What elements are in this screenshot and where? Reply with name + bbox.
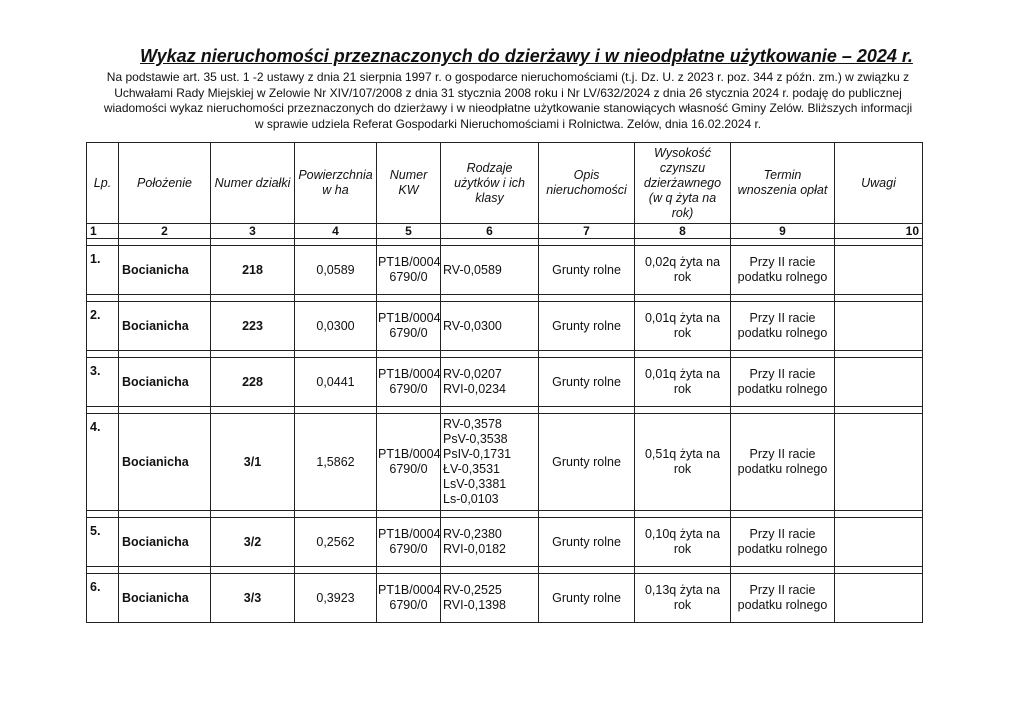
payment-term-cell-line: Przy II racie bbox=[749, 367, 816, 381]
rent-cell-line: rok bbox=[673, 270, 692, 284]
spacer-cell bbox=[377, 239, 441, 246]
spacer-cell bbox=[295, 567, 377, 574]
header-term: Termin wnoszenia opłat bbox=[731, 143, 835, 224]
spacer-cell bbox=[119, 351, 211, 358]
kw-cell-line: 6790/0 bbox=[389, 598, 428, 612]
rent-cell bbox=[635, 574, 731, 623]
spacer-cell bbox=[87, 567, 119, 574]
kw-cell bbox=[377, 358, 441, 407]
column-number: 1 bbox=[87, 224, 119, 239]
header-plot: Numer działki bbox=[211, 143, 295, 224]
description-cell: Grunty rolne bbox=[539, 414, 635, 511]
spacer-cell bbox=[295, 407, 377, 414]
spacer-cell bbox=[731, 407, 835, 414]
row-spacer bbox=[87, 407, 923, 414]
spacer-cell bbox=[539, 295, 635, 302]
land-use-cell bbox=[441, 358, 539, 407]
spacer-cell bbox=[441, 407, 539, 414]
spacer-cell bbox=[539, 407, 635, 414]
spacer-cell bbox=[87, 407, 119, 414]
row-spacer bbox=[87, 239, 923, 246]
column-number: 10 bbox=[835, 224, 923, 239]
spacer-cell bbox=[635, 407, 731, 414]
location-cell: Bocianicha bbox=[119, 358, 211, 407]
header-notes: Uwagi bbox=[835, 143, 923, 224]
row-spacer bbox=[87, 567, 923, 574]
kw-cell-line: PT1B/0004 bbox=[378, 311, 441, 325]
rent-cell-line: rok bbox=[673, 462, 692, 476]
spacer-cell bbox=[835, 567, 923, 574]
kw-cell-line: 6790/0 bbox=[389, 326, 428, 340]
kw-cell-line: 6790/0 bbox=[389, 542, 428, 556]
spacer-cell bbox=[731, 239, 835, 246]
payment-term-cell-line: podatku rolnego bbox=[737, 542, 828, 556]
spacer-cell bbox=[635, 239, 731, 246]
spacer-cell bbox=[377, 407, 441, 414]
column-number: 6 bbox=[441, 224, 539, 239]
spacer-cell bbox=[731, 511, 835, 518]
row-spacer bbox=[87, 351, 923, 358]
spacer-cell bbox=[441, 567, 539, 574]
spacer-cell bbox=[731, 295, 835, 302]
spacer-cell bbox=[211, 567, 295, 574]
payment-term-cell bbox=[731, 246, 835, 295]
land-use-cell-line: RV-0,0589 bbox=[443, 262, 502, 277]
notes-cell bbox=[835, 414, 923, 511]
kw-cell-line: 6790/0 bbox=[389, 382, 428, 396]
row-number: 6. bbox=[87, 574, 119, 623]
notes-cell bbox=[835, 246, 923, 295]
row-number: 4. bbox=[87, 414, 119, 511]
land-use-cell-line: RV-0,0207 bbox=[443, 367, 502, 381]
spacer-cell bbox=[119, 239, 211, 246]
payment-term-cell bbox=[731, 574, 835, 623]
table-row bbox=[87, 574, 923, 623]
row-number: 5. bbox=[87, 518, 119, 567]
area-cell: 0,3923 bbox=[295, 574, 377, 623]
header-location: Położenie bbox=[119, 143, 211, 224]
spacer-cell bbox=[119, 511, 211, 518]
land-use-cell-line: RV-0,2525 bbox=[443, 583, 502, 597]
row-number: 3. bbox=[87, 358, 119, 407]
kw-cell-line: 6790/0 bbox=[389, 270, 428, 284]
table-row bbox=[87, 302, 923, 351]
description-cell: Grunty rolne bbox=[539, 574, 635, 623]
spacer-cell bbox=[635, 511, 731, 518]
location-cell: Bocianicha bbox=[119, 302, 211, 351]
kw-cell-line: 6790/0 bbox=[389, 462, 428, 476]
kw-cell-line: PT1B/0004 bbox=[378, 255, 441, 269]
column-number: 4 bbox=[295, 224, 377, 239]
land-use-cell-line: PsIV-0,1731 bbox=[443, 447, 512, 461]
payment-term-cell-line: Przy II racie bbox=[749, 255, 816, 269]
header-rent: Wysokość czynszu dzierżawnego (w q żyta na rok) bbox=[635, 143, 731, 224]
plot-number-cell: 223 bbox=[211, 302, 295, 351]
land-use-cell-line: LsV-0,3381 bbox=[443, 477, 507, 491]
document-title: Wykaz nieruchomości przeznaczonych do dzierżawy i w nieodpłatne użytkowanie – 2024 r. bbox=[140, 46, 913, 66]
payment-term-cell-line: Przy II racie bbox=[749, 311, 816, 325]
row-number: 2. bbox=[87, 302, 119, 351]
payment-term-cell-line: podatku rolnego bbox=[737, 462, 828, 476]
rent-cell bbox=[635, 518, 731, 567]
payment-term-cell bbox=[731, 302, 835, 351]
column-number: 5 bbox=[377, 224, 441, 239]
plot-number-cell: 3/2 bbox=[211, 518, 295, 567]
column-number: 9 bbox=[731, 224, 835, 239]
rent-cell bbox=[635, 246, 731, 295]
header-kw: Numer KW bbox=[377, 143, 441, 224]
kw-cell bbox=[377, 246, 441, 295]
spacer-cell bbox=[539, 239, 635, 246]
spacer-cell bbox=[211, 511, 295, 518]
spacer-cell bbox=[731, 567, 835, 574]
payment-term-cell bbox=[731, 414, 835, 511]
spacer-cell bbox=[295, 295, 377, 302]
rent-cell-line: 0,01q żyta na bbox=[644, 311, 721, 325]
header-area: Powierzchnia w ha bbox=[295, 143, 377, 224]
spacer-cell bbox=[295, 351, 377, 358]
spacer-cell bbox=[377, 511, 441, 518]
description-cell: Grunty rolne bbox=[539, 246, 635, 295]
rent-cell-line: 0,02q żyta na bbox=[644, 255, 721, 269]
payment-term-cell bbox=[731, 358, 835, 407]
spacer-cell bbox=[539, 511, 635, 518]
rent-cell-line: 0,10q żyta na bbox=[644, 527, 721, 541]
spacer-cell bbox=[635, 351, 731, 358]
land-use-cell bbox=[441, 414, 539, 511]
kw-cell bbox=[377, 414, 441, 511]
description-cell: Grunty rolne bbox=[539, 358, 635, 407]
spacer-cell bbox=[539, 351, 635, 358]
spacer-cell bbox=[87, 239, 119, 246]
rent-cell-line: rok bbox=[673, 542, 692, 556]
description-cell: Grunty rolne bbox=[539, 302, 635, 351]
land-use-cell-line: RV-0,0300 bbox=[443, 318, 502, 333]
table-row bbox=[87, 414, 923, 511]
land-use-cell bbox=[441, 574, 539, 623]
row-spacer bbox=[87, 295, 923, 302]
spacer-cell bbox=[441, 295, 539, 302]
kw-cell-line: PT1B/0004 bbox=[378, 367, 441, 381]
kw-cell-line: PT1B/0004 bbox=[378, 527, 441, 541]
land-use-cell-line: RVI-0,0182 bbox=[443, 542, 507, 556]
payment-term-cell-line: Przy II racie bbox=[749, 527, 816, 541]
location-cell: Bocianicha bbox=[119, 574, 211, 623]
kw-cell-line: PT1B/0004 bbox=[378, 447, 441, 461]
spacer-cell bbox=[211, 407, 295, 414]
spacer-cell bbox=[835, 511, 923, 518]
spacer-cell bbox=[119, 407, 211, 414]
plot-number-cell: 218 bbox=[211, 246, 295, 295]
area-cell: 0,0300 bbox=[295, 302, 377, 351]
notes-cell bbox=[835, 518, 923, 567]
column-number-row bbox=[87, 224, 923, 239]
spacer-cell bbox=[119, 295, 211, 302]
spacer-cell bbox=[835, 239, 923, 246]
spacer-cell bbox=[211, 239, 295, 246]
area-cell: 0,0441 bbox=[295, 358, 377, 407]
plot-number-cell: 3/1 bbox=[211, 414, 295, 511]
kw-cell bbox=[377, 518, 441, 567]
area-cell: 0,2562 bbox=[295, 518, 377, 567]
spacer-cell bbox=[731, 351, 835, 358]
payment-term-cell-line: podatku rolnego bbox=[737, 326, 828, 340]
row-number: 1. bbox=[87, 246, 119, 295]
payment-term-cell-line: Przy II racie bbox=[749, 447, 816, 461]
spacer-cell bbox=[635, 295, 731, 302]
row-spacer bbox=[87, 511, 923, 518]
document-intro: Na podstawie art. 35 ust. 1 -2 ustawy z dnia 21 sierpnia 1997 r. o gospodarce nieruchomościami (t.j. Dz. U. z 2023 r. poz. 344 z późn. zm.) w związku z Uchwałami Rady Miejskiej w Zelowie Nr XIV/107/2008 z dnia 31 stycznia 2008 roku i Nr LV/632/2024 z dnia 26 stycznia 2024 r. podaję do publicznej wiadomości wykaz nieruchomości przeznaczonych do dzierżawy i w nieodpłatne użytkowanie stanowiących własność Gminy Zelów. Bliższych informacji w sprawie udziela Referat Gospodarki Nieruchomościami i Rolnictwa. Zelów, dnia 16.02.2024 r. bbox=[103, 70, 913, 131]
spacer-cell bbox=[377, 351, 441, 358]
description-cell: Grunty rolne bbox=[539, 518, 635, 567]
location-cell: Bocianicha bbox=[119, 414, 211, 511]
column-number: 2 bbox=[119, 224, 211, 239]
rent-cell-line: rok bbox=[673, 382, 692, 396]
rent-cell-line: 0,51q żyta na bbox=[644, 447, 721, 461]
spacer-cell bbox=[87, 511, 119, 518]
header-lp: Lp. bbox=[87, 143, 119, 224]
rent-cell bbox=[635, 302, 731, 351]
rent-cell-line: 0,13q żyta na bbox=[644, 583, 721, 597]
kw-cell bbox=[377, 574, 441, 623]
land-use-cell-line: ŁV-0,3531 bbox=[443, 462, 500, 476]
spacer-cell bbox=[635, 567, 731, 574]
notes-cell bbox=[835, 358, 923, 407]
land-use-cell-line: PsV-0,3538 bbox=[443, 432, 508, 446]
table-row bbox=[87, 518, 923, 567]
land-use-cell-line: RV-0,3578 bbox=[443, 417, 502, 431]
kw-cell bbox=[377, 302, 441, 351]
payment-term-cell-line: podatku rolnego bbox=[737, 598, 828, 612]
spacer-cell bbox=[835, 295, 923, 302]
land-use-cell-line: Ls-0,0103 bbox=[443, 492, 499, 506]
rent-cell bbox=[635, 358, 731, 407]
spacer-cell bbox=[87, 351, 119, 358]
spacer-cell bbox=[377, 295, 441, 302]
spacer-cell bbox=[211, 295, 295, 302]
plot-number-cell: 3/3 bbox=[211, 574, 295, 623]
spacer-cell bbox=[835, 351, 923, 358]
area-cell: 0,0589 bbox=[295, 246, 377, 295]
rent-cell-line: rok bbox=[673, 326, 692, 340]
column-number: 3 bbox=[211, 224, 295, 239]
rent-cell-line: 0,01q żyta na bbox=[644, 367, 721, 381]
plot-number-cell: 228 bbox=[211, 358, 295, 407]
land-use-cell bbox=[441, 518, 539, 567]
table-row bbox=[87, 358, 923, 407]
land-use-cell bbox=[441, 246, 539, 295]
header-uses: Rodzaje użytków i ich klasy bbox=[441, 143, 539, 224]
property-table bbox=[86, 142, 923, 623]
land-use-cell bbox=[441, 302, 539, 351]
payment-term-cell-line: podatku rolnego bbox=[737, 382, 828, 396]
payment-term-cell bbox=[731, 518, 835, 567]
location-cell: Bocianicha bbox=[119, 518, 211, 567]
land-use-cell-line: RVI-0,0234 bbox=[443, 382, 507, 396]
spacer-cell bbox=[441, 511, 539, 518]
land-use-cell-line: RV-0,2380 bbox=[443, 527, 502, 541]
rent-cell bbox=[635, 414, 731, 511]
spacer-cell bbox=[441, 351, 539, 358]
notes-cell bbox=[835, 302, 923, 351]
kw-cell-line: PT1B/0004 bbox=[378, 583, 441, 597]
spacer-cell bbox=[441, 239, 539, 246]
table-row bbox=[87, 246, 923, 295]
header-row bbox=[87, 143, 923, 224]
spacer-cell bbox=[539, 567, 635, 574]
column-number: 8 bbox=[635, 224, 731, 239]
spacer-cell bbox=[211, 351, 295, 358]
spacer-cell bbox=[119, 567, 211, 574]
location-cell: Bocianicha bbox=[119, 246, 211, 295]
column-number: 7 bbox=[539, 224, 635, 239]
spacer-cell bbox=[295, 511, 377, 518]
spacer-cell bbox=[377, 567, 441, 574]
land-use-cell-line: RVI-0,1398 bbox=[443, 598, 507, 612]
notes-cell bbox=[835, 574, 923, 623]
payment-term-cell-line: podatku rolnego bbox=[737, 270, 828, 284]
payment-term-cell-line: Przy II racie bbox=[749, 583, 816, 597]
area-cell: 1,5862 bbox=[295, 414, 377, 511]
rent-cell-line: rok bbox=[673, 598, 692, 612]
header-description: Opis nieruchomości bbox=[539, 143, 635, 224]
spacer-cell bbox=[835, 407, 923, 414]
spacer-cell bbox=[87, 295, 119, 302]
spacer-cell bbox=[295, 239, 377, 246]
